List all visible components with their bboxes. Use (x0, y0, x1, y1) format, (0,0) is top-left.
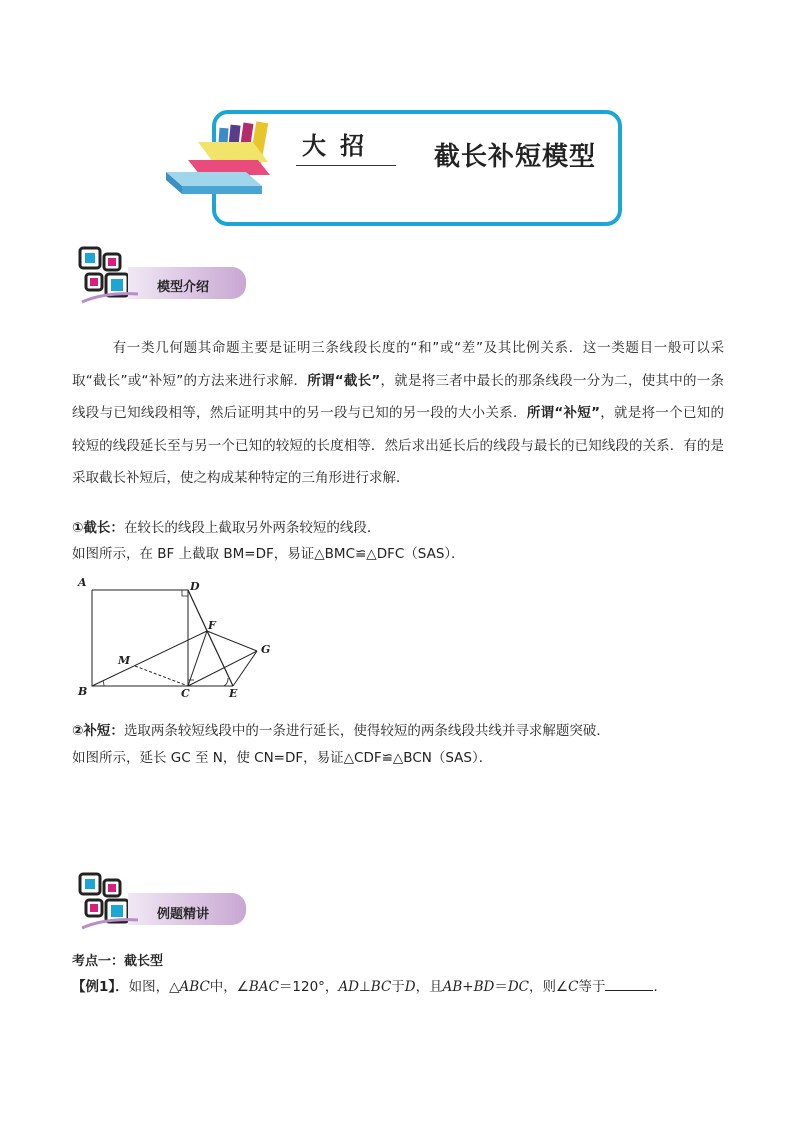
answer-blank[interactable] (605, 978, 653, 991)
fig-label-c: C (181, 687, 190, 700)
fig-label-g: G (261, 643, 271, 656)
topic1-title: 考点一：截长型 (72, 954, 164, 969)
fig-label-d: D (190, 580, 200, 593)
method1-text: 在较长的线段上截取另外两条较短的线段． (123, 520, 381, 536)
method2-line (72, 719, 610, 739)
section-swoosh (80, 916, 140, 930)
method2-text: 选取两条较短线段中的一条进行延长，使得较短的两条线段共线并寻求解题突破． (123, 723, 610, 739)
method1-example: 如图所示，在 BF 上截取 BM=DF，易证△BMC≌△DFC（SAS）． (72, 546, 465, 562)
banner-divider (296, 165, 396, 166)
books-icon (158, 120, 283, 200)
banner-main-title: 截长补短模型 (434, 142, 597, 172)
fig-label-m: M (118, 654, 131, 667)
example1-question: 【例1】．如图，△ABC中，∠BAC＝120°，AD⊥BC于D，且AB+BD＝DC，则∠C等于 ． (72, 979, 667, 995)
fig-label-a: A (78, 576, 87, 589)
fig-label-f: F (208, 619, 216, 632)
section-swoosh (80, 290, 140, 304)
method2-label: ②补短： (72, 723, 124, 739)
geometry-figure (74, 574, 284, 700)
section-title-examples: 例题精讲 (157, 907, 210, 922)
method1-line (72, 516, 380, 536)
method1-label: ①截长： (72, 520, 124, 536)
fig-label-b: B (78, 685, 88, 698)
method2-example: 如图所示，延长 GC 至 N，使 CN=DF，易证△CDF≌△BCN（SAS）． (72, 750, 493, 766)
fig-label-e: E (229, 687, 238, 700)
intro-paragraph: 有一类几何题其命题主要是证明三条线段长度的“和”或“差”及其比例关系．这一类题目一般可以采取“截长”或“补短”的方法来进行求解．所谓“截长”，就是将三者中最长的那条线段一分为二，使其中的一条线段与已知线段相等，然后证明其中的另一段与已知的另一段的大小关系．所谓“补短”，就是将一个已知的较短的线段延长至与另一个已知的较短的长度相等．然后求出延长后的线段与最长的已知线段的关系．有的是采取截长补短后，使之构成某种特定的三角形进行求解． (72, 340, 725, 486)
section-title-model-intro: 模型介绍 (157, 280, 210, 295)
banner-small-title: 大招 (302, 131, 378, 160)
